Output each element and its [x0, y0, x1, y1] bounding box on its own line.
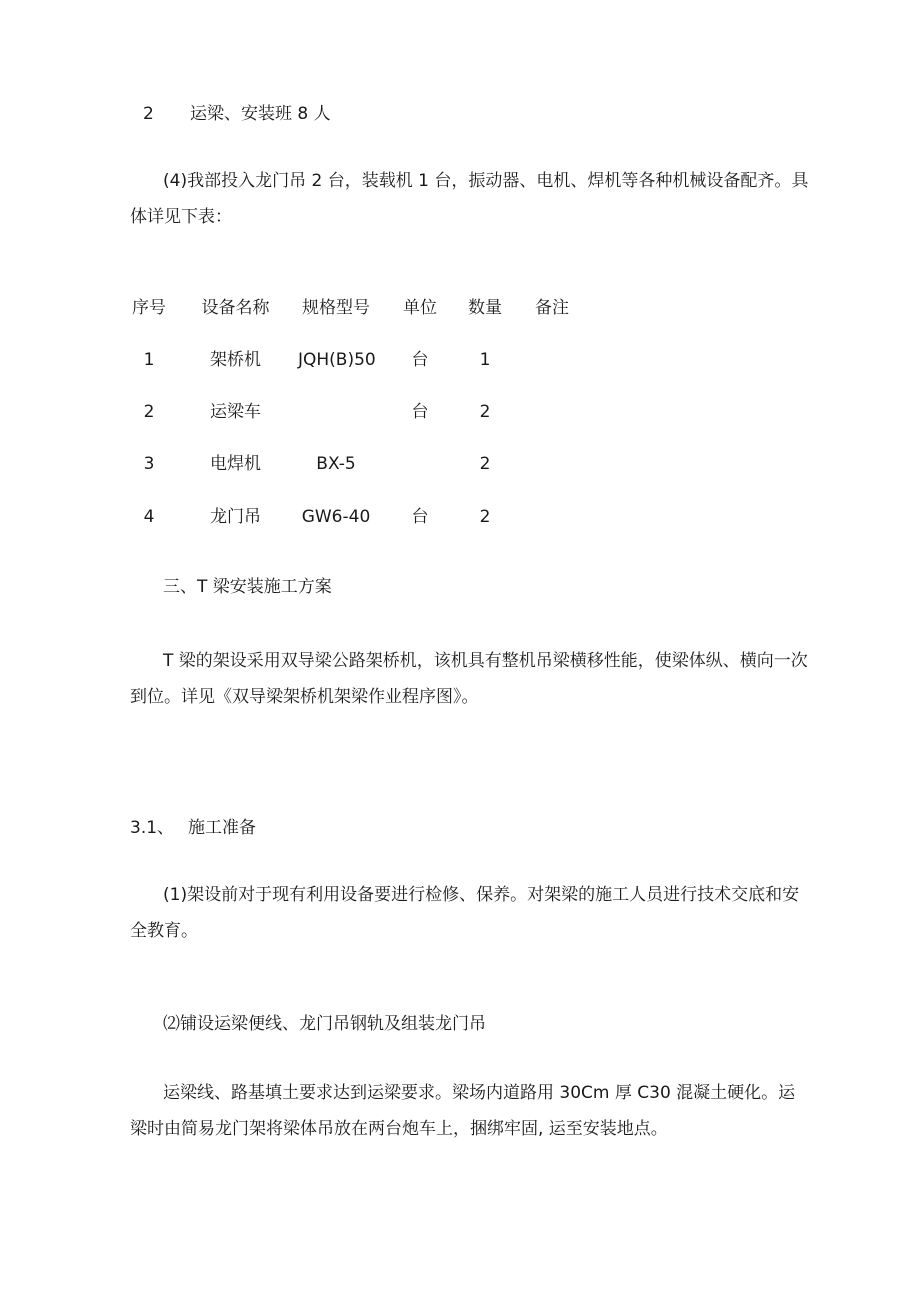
table-row	[130, 347, 690, 373]
cell-model: GW6-40	[301, 507, 371, 527]
cell-no: 1	[143, 350, 155, 370]
cell-no: 2	[143, 402, 155, 422]
t-beam-paragraph: T 梁的架设采用双导梁公路架桥机，该机具有整机吊梁横移性能，使梁体纵、横向一次到位。详见《双导梁架桥机架梁作业程序图》。	[130, 651, 808, 707]
cell-no: 4	[143, 507, 155, 527]
header-no: 序号	[132, 298, 166, 318]
cell-unit: 台	[411, 402, 429, 422]
table-row	[130, 504, 690, 530]
cell-name: 运梁车	[210, 402, 261, 422]
cell-name: 龙门吊	[210, 507, 261, 527]
cell-unit: 台	[411, 507, 429, 527]
team-line-text: 运梁、安装班 8 人	[190, 104, 331, 124]
table-row	[130, 399, 690, 425]
cell-unit: 台	[411, 350, 429, 370]
section-heading: 三、T 梁安装施工方案	[163, 577, 332, 597]
cell-name: 架桥机	[210, 350, 261, 370]
team-line-number: 2	[143, 104, 154, 124]
header-model: 规格型号	[302, 298, 370, 318]
cell-model: BX-5	[316, 454, 356, 474]
subsection-title: 施工准备	[188, 818, 256, 838]
transport-paragraph: 运梁线、路基填土要求达到运梁要求。梁场内道路用 30Cm 厚 C30 混凝土硬化。运梁时由简易龙门架将梁体吊放在两台炮车上，捆绑牢固, 运至安装地点。	[130, 1083, 796, 1139]
cell-qty: 2	[479, 402, 491, 422]
cell-qty: 2	[479, 454, 491, 474]
cell-qty: 1	[479, 350, 491, 370]
equipment-paragraph: (4)我部投入龙门吊 2 台，装载机 1 台，振动器、电机、焊机等各种机械设备配齐。具体详见下表：	[130, 171, 809, 227]
cell-name: 电焊机	[210, 454, 261, 474]
subsection-number: 3.1、	[130, 818, 175, 838]
header-qty: 数量	[468, 298, 502, 318]
cell-model: JQH(B)50	[298, 350, 376, 370]
table-row	[130, 451, 690, 477]
cell-no: 3	[143, 454, 155, 474]
header-unit: 单位	[403, 298, 437, 318]
prep-paragraph-1: (1)架设前对于现有利用设备要进行检修、保养。对架梁的施工人员进行技术交底和安全教育。	[130, 885, 800, 941]
header-note: 备注	[535, 298, 569, 318]
table-header-row	[130, 295, 690, 321]
prep-paragraph-2: ⑵铺设运梁便线、龙门吊钢轨及组装龙门吊	[163, 1014, 486, 1034]
header-name: 设备名称	[201, 298, 270, 318]
cell-qty: 2	[479, 507, 491, 527]
